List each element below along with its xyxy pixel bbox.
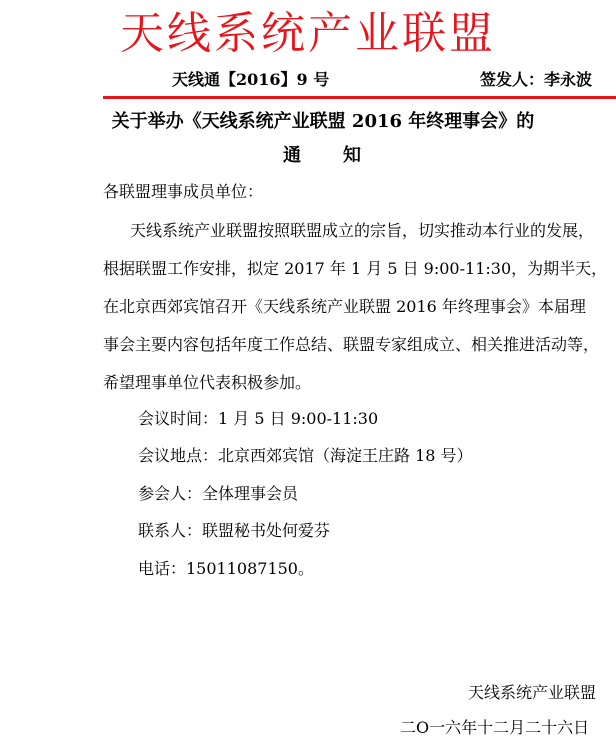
document-number: 天线通【2016】9 号 <box>172 70 330 89</box>
header-divider <box>103 96 616 99</box>
body-line: 在北京西郊宾馆召开《天线系统产业联盟 2016 年终理事会》本届理 <box>103 297 586 316</box>
signature-date: 二O一六年十二月二十六日 <box>400 718 590 737</box>
phone-number: 电话：15011087150。 <box>138 559 314 578</box>
meeting-time: 会议时间：1 月 5 日 9:00-11:30 <box>138 409 379 428</box>
notice-heading: 通 知 <box>283 145 363 166</box>
body-line: 事会主要内容包括年度工作总结、联盟专家组成立、相关推进活动等， <box>103 335 600 354</box>
salutation: 各联盟理事成员单位： <box>103 182 264 201</box>
attendees: 参会人：全体理事会员 <box>138 484 299 503</box>
body-line: 根据联盟工作安排，拟定 2017 年 1 月 5 日 9:00-11:30，为期半天， <box>103 259 608 278</box>
meeting-location: 会议地点：北京西郊宾馆（海淀王庄路 18 号） <box>138 446 473 465</box>
signature-org: 天线系统产业联盟 <box>468 683 597 702</box>
contact-person: 联系人：联盟秘书处何爱芬 <box>138 521 331 540</box>
body-line: 天线系统产业联盟按照联盟成立的宗旨，切实推动本行业的发展， <box>130 221 595 240</box>
notice-subject: 关于举办《天线系统产业联盟 2016 年终理事会》的 <box>111 111 535 132</box>
letterhead-title: 天线系统产业联盟 <box>120 8 496 59</box>
signer: 签发人：李永波 <box>480 70 593 89</box>
body-line: 希望理事单位代表积极参加。 <box>103 373 312 392</box>
